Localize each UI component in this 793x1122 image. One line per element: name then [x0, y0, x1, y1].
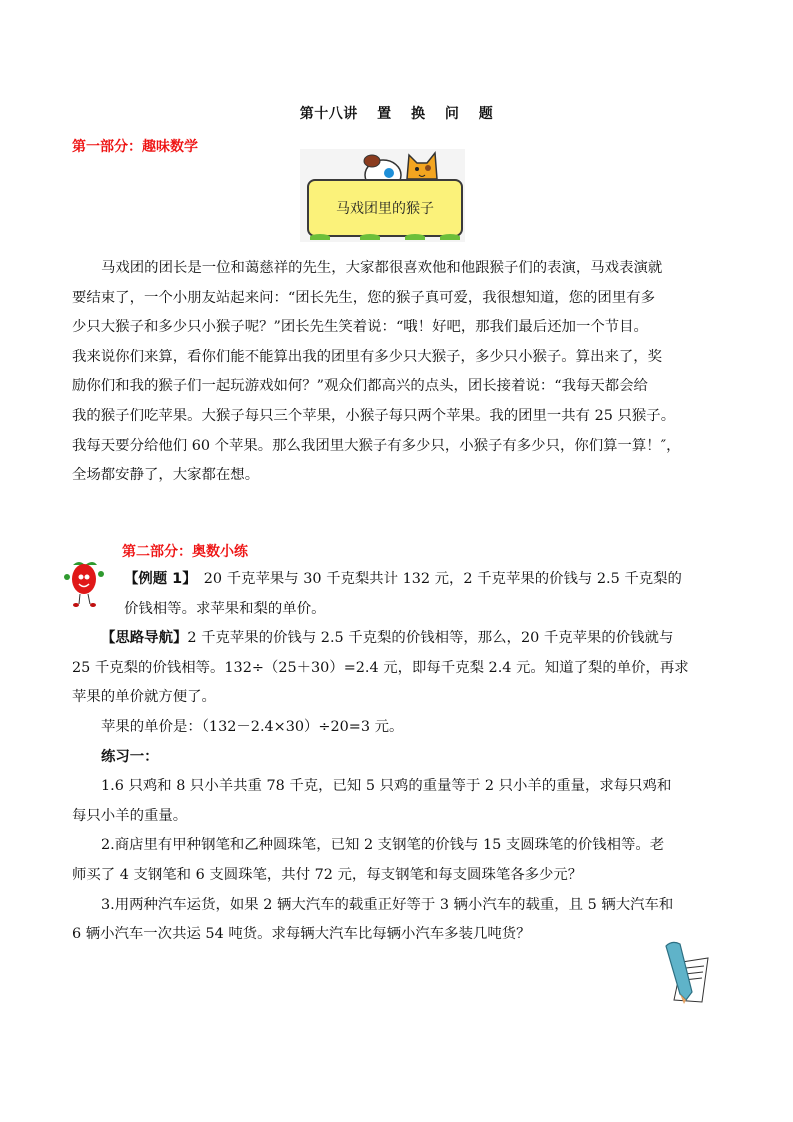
part1-heading: 第一部分：趣味数学	[72, 139, 198, 155]
story-line: 少只大猴子和多少只小猴子呢？”团长先生笑着说：“哦！好吧，那我们最后还加一个节目。	[72, 319, 648, 336]
exercise-2-line: 师买了 4 支钢笔和 6 支圆珠笔，共付 72 元，每支钢笔和每支圆珠笔各多少元？	[72, 866, 583, 883]
exercise-1-line: 每只小羊的重量。	[72, 807, 188, 824]
exercise-3-line: 3.用两种汽车运货，如果 2 辆大汽车的载重正好等于 3 辆小汽车的载重，且 5 辆大汽车和	[101, 896, 674, 913]
title-prefix: 第十八讲	[299, 106, 358, 122]
example-line: 价钱相等。求苹果和梨的单价。	[124, 600, 326, 617]
story-paragraph	[72, 254, 724, 491]
title-char: 置	[377, 106, 392, 122]
page-title	[0, 103, 793, 123]
story-line: 我来说你们来算，看你们能不能算出我的团里有多少只大猴子，多少只小猴子。算出来了，奖	[72, 348, 663, 365]
banner-label: 马戏团里的猴子	[336, 201, 434, 217]
story-line: 马戏团的团长是一位和蔼慈祥的先生，大家都很喜欢他和他跟猴子们的表演，马戏表演就	[101, 260, 663, 276]
story-line: 我的猴子们吃苹果。大猴子每只三个苹果，小猴子每只两个苹果。我的团里一共有 25 只猴子。	[72, 407, 676, 424]
answer-line: 苹果的单价是：（132－2.4×30）÷20=3 元。	[101, 718, 404, 735]
exercise-2-line: 2.商店里有甲种钢笔和乙种圆珠笔，已知 2 支钢笔的价钱与 15 支圆珠笔的价钱相等。老	[101, 837, 665, 854]
banner-sign	[307, 179, 463, 237]
example-label: 【例题 1】	[124, 571, 190, 587]
hint-line: 25 千克梨的价钱相等。132÷（25＋30）=2.4 元，即每千克梨 2.4 元。知道了梨的单价，再求	[72, 659, 689, 676]
title-char: 题	[478, 106, 494, 122]
example-line: 【例题 1】 20 千克苹果与 30 千克梨共计 132 元，2 千克苹果的价钱与 2.5 千克梨的	[124, 571, 682, 587]
title-char: 换	[411, 106, 426, 122]
hint-line: 苹果的单价就方便了。	[72, 689, 216, 706]
exercise-3-line: 6 辆小汽车一次共运 54 吨货。求每辆大汽车比每辆小汽车多装几吨货？	[72, 926, 531, 943]
circus-monkey-banner	[300, 149, 465, 242]
story-line: 励你们和我的猴子们一起玩游戏如何？”观众们都高兴的点头，团长接着说：“我每天都会给	[72, 378, 648, 395]
pencil-paper-icon	[660, 940, 715, 1010]
story-line: 全场都安静了，大家都在想。	[72, 467, 260, 484]
exercise-heading: 练习一：	[101, 748, 159, 765]
story-line: 要结束了，一个小朋友站起来问：“团长先生，您的猴子真可爱，我很想知道，您的团里有多	[72, 289, 655, 306]
hint-line: 【思路导航】2 千克苹果的价钱与 2.5 千克梨的价钱相等，那么，20 千克苹果的价钱就与	[101, 630, 674, 647]
exercise-1-line: 1.6 只鸡和 8 只小羊共重 78 千克，已知 5 只鸡的重量等于 2 只小羊的重量，求每只鸡和	[101, 778, 672, 795]
part2-heading: 第二部分：奥数小练	[122, 544, 248, 560]
title-char: 问	[444, 106, 460, 122]
hint-label: 【思路导航】	[101, 630, 188, 647]
part2-body	[72, 565, 724, 950]
story-line: 我每天要分给他们 60 个苹果。那么我团里大猴子有多少只，小猴子有多少只，你们算一算！″，	[72, 437, 681, 454]
